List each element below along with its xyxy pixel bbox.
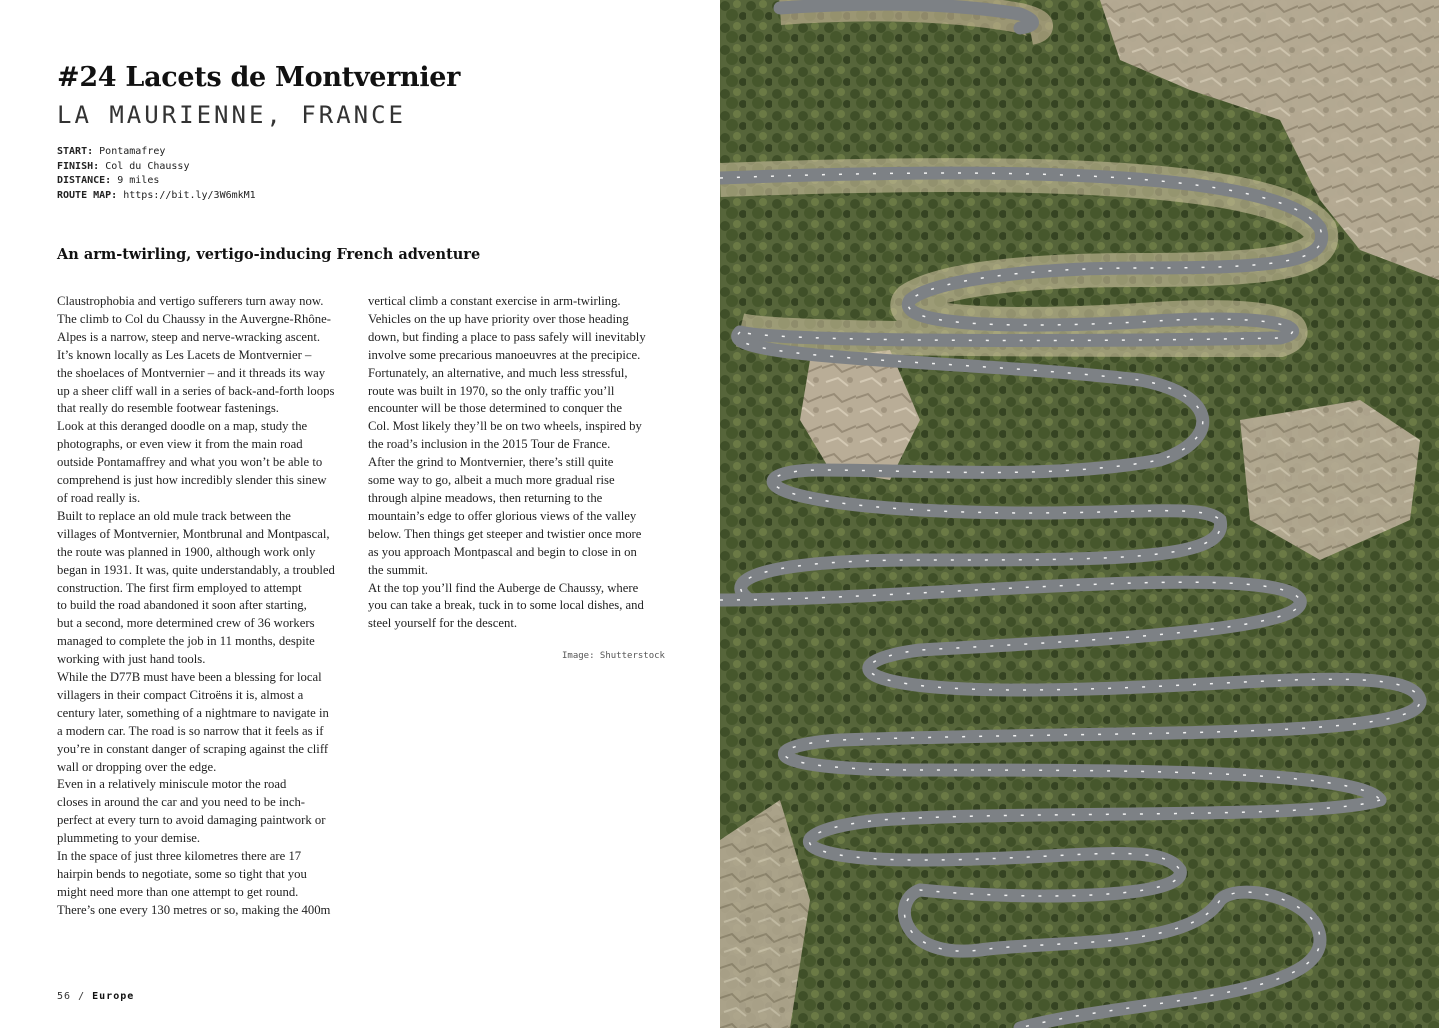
body-line: Vehicles on the up have priority over those heading [368, 311, 629, 326]
route-finish-value: Col du Chaussy [105, 160, 190, 172]
body-line: but a second, more determined crew of 36 workers [57, 616, 315, 631]
body-line: closes in around the car and you need to be inch- [57, 795, 306, 810]
body-line: hairpin bends to negotiate, some so tight that you [57, 867, 307, 881]
aerial-road-photo [720, 0, 1439, 1028]
body-line: might need more than one attempt to get round. [57, 884, 299, 899]
body-line: Even in a relatively miniscule motor the road [57, 777, 287, 792]
body-line: working with just hand tools. [57, 652, 206, 667]
body-line: plummeting to your demise. [57, 831, 201, 846]
body-line: comprehend is just how incredibly slender this sinew [57, 473, 327, 488]
body-line: of road really is. [57, 490, 141, 505]
route-map-label: ROUTE MAP: [57, 189, 118, 201]
body-line: While the D77B must have been a blessing for local [57, 670, 322, 685]
body-line: the route was planned in 1900, although work only [57, 544, 316, 559]
article-headline: An arm-twirling, vertigo-inducing French adventure [57, 246, 481, 263]
route-start-value: Pontamafrey [99, 146, 166, 157]
body-column-2 [368, 293, 664, 633]
body-line: There’s one every 130 metres or so, making the 400m [57, 902, 331, 917]
body-line: down, but finding a place to pass safely will inevitably [368, 329, 646, 344]
route-finish [57, 160, 256, 175]
body-line: century later, something of a nightmare to navigate in [57, 705, 329, 720]
body-line: perfect at every turn to avoid damaging paintwork or [57, 813, 326, 828]
body-line: you’re in constant danger of scraping against the cliff [57, 741, 329, 756]
body-line: began in 1931. It was, quite understandably, a troubled [57, 562, 335, 577]
body-line: The climb to Col du Chaussy in the Auvergne-Rhône- [57, 311, 331, 326]
body-line: the summit. [368, 562, 428, 577]
body-line: steel yourself for the descent. [368, 616, 518, 631]
body-line: villagers in their compact Citroëns it is, almost a [57, 687, 304, 702]
body-line: Col. Most likely they’ll be on two wheels, inspired by [368, 419, 642, 434]
body-line: In the space of just three kilometres there are 17 [57, 849, 302, 864]
body-line: up a sheer cliff wall in a series of back-and-forth loops [57, 383, 335, 398]
body-column-1 [57, 293, 353, 920]
body-line: encounter will be those determined to conquer the [368, 401, 623, 416]
body-line: the road’s inclusion in the 2015 Tour de France. [368, 437, 611, 452]
body-line: After the grind to Montvernier, there’s still quite [368, 455, 614, 470]
body-line: construction. The first firm employed to attempt [57, 580, 302, 595]
page-folio [57, 991, 134, 1002]
body-line: managed to complete the job in 11 months, despite [57, 634, 315, 649]
body-line: some way to go, albeit a much more gradual rise [368, 473, 615, 488]
route-start [57, 145, 256, 160]
route-info [57, 145, 256, 203]
body-line: involve some precarious manoeuvres at the precipice. [368, 347, 641, 362]
article-location: LA MAURIENNE, FRANCE [57, 101, 406, 129]
image-credit: Image: Shutterstock [562, 651, 665, 661]
route-distance-value: 9 miles [117, 175, 160, 186]
body-line: At the top you’ll find the Auberge de Chaussy, where [368, 580, 639, 595]
body-line: Fortunately, an alternative, and much less stressful, [368, 365, 628, 380]
body-line: to build the road abandoned it soon after starting, [57, 598, 307, 613]
body-line: wall or dropping over the edge. [57, 759, 217, 774]
body-line: as you approach Montpascal and begin to close in on [368, 544, 637, 559]
body-line: vertical climb a constant exercise in arm-twirling. [368, 294, 621, 308]
page-number: 56 [57, 991, 72, 1002]
route-finish-label: FINISH: [57, 160, 100, 172]
body-line: route was built in 1970, so the only traffic you’ll [368, 383, 615, 398]
route-start-label: START: [57, 146, 94, 157]
body-line: It’s known locally as Les Lacets de Montvernier – [57, 347, 312, 362]
route-map-link[interactable]: https://bit.ly/3W6mkM1 [123, 189, 256, 201]
body-line: through alpine meadows, then returning to the [368, 490, 603, 505]
route-map [57, 189, 256, 204]
body-line: mountain’s edge to offer glorious views of the valley [368, 508, 637, 523]
body-line: villages of Montvernier, Montbrunal and Montpascal, [57, 526, 330, 541]
route-distance [57, 174, 256, 189]
hairpin-road-illustration [720, 0, 1439, 1028]
body-line: a modern car. The road is so narrow that it feels as if [57, 723, 324, 738]
body-line: the shoelaces of Montvernier – and it threads its way [57, 365, 326, 380]
body-line: outside Pontamaffrey and what you won’t be able to [57, 455, 323, 470]
body-line: Built to replace an old mule track between the [57, 508, 291, 523]
article-title: #24 Lacets de Montvernier [57, 62, 461, 93]
body-line: that really do resemble footwear fastenings. [57, 401, 279, 416]
body-line: photographs, or even view it from the main road [57, 437, 303, 452]
body-line: below. Then things get steeper and twistier once more [368, 526, 642, 541]
body-line: Look at this deranged doodle on a map, study the [57, 419, 308, 434]
route-distance-label: DISTANCE: [57, 175, 112, 186]
section-name: Europe [92, 991, 135, 1002]
body-line: Alpes is a narrow, steep and nerve-wracking ascent. [57, 329, 321, 344]
folio-separator: / [78, 991, 86, 1002]
body-line: Claustrophobia and vertigo sufferers turn away now. [57, 294, 324, 308]
body-line: you can take a break, tuck in to some local dishes, and [368, 598, 644, 613]
